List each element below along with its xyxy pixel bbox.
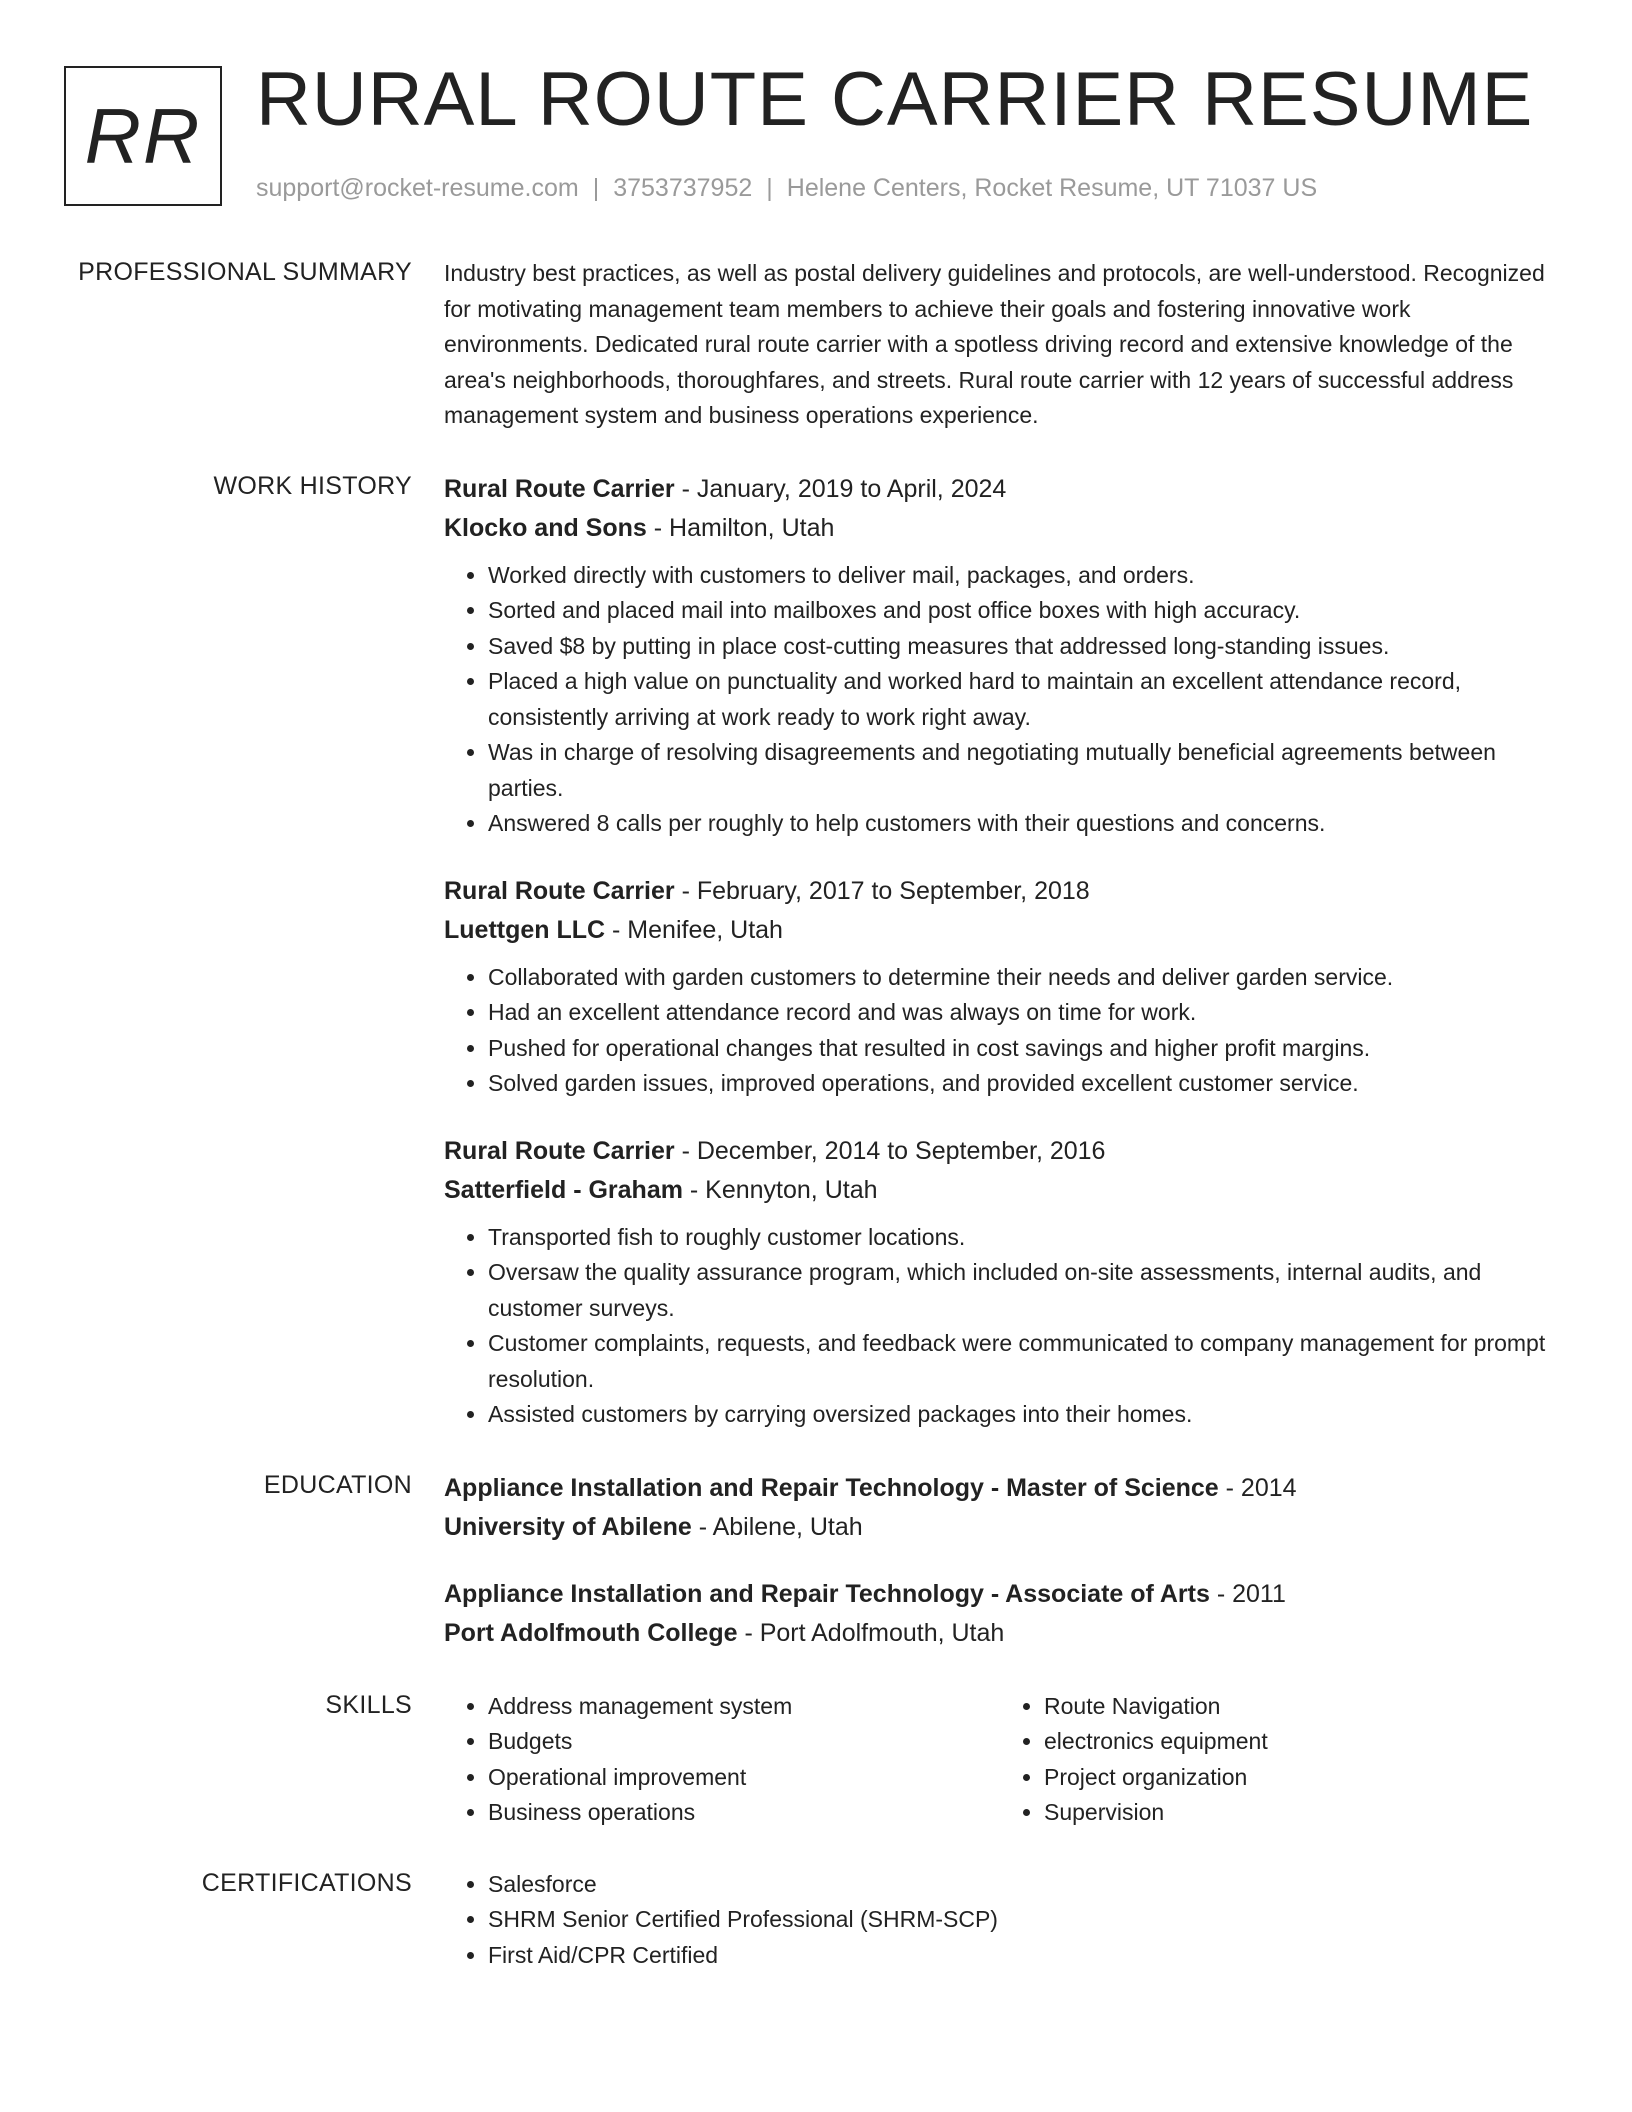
education-entry [444, 1469, 1556, 1547]
section-label: EDUCATION [263, 1470, 412, 1499]
list-item: • Budgets [488, 1724, 1000, 1760]
list-item: • Pushed for operational changes that resulted in cost savings and higher profit margins. [488, 1031, 1556, 1067]
skills-list-right [1000, 1689, 1556, 1831]
monogram-logo: RR [64, 66, 222, 206]
job-title: Rural Route Carrier [444, 474, 675, 503]
job-location: - Hamilton, Utah [646, 513, 835, 542]
list-item: • SHRM Senior Certified Professional (SHRM-SCP) [488, 1902, 1556, 1938]
list-item: • Transported fish to roughly customer locations. [488, 1220, 1556, 1256]
list-item: • First Aid/CPR Certified [488, 1938, 1556, 1974]
list-item: • Route Navigation [1044, 1689, 1556, 1725]
education-year: - 2014 [1218, 1473, 1297, 1502]
list-item: • Sorted and placed mail into mailboxes and post office boxes with high accuracy. [488, 593, 1556, 629]
job-location: - Kennyton, Utah [682, 1175, 878, 1204]
contact-line [256, 174, 1317, 203]
list-item: • Customer complaints, requests, and feedback were communicated to company management for prompt resolution. [488, 1326, 1556, 1397]
section-label: PROFESSIONAL SUMMARY [78, 258, 412, 286]
job-title: Rural Route Carrier [444, 876, 675, 905]
list-item: • Placed a high value on punctuality and worked hard to maintain an excellent attendance record, consistently arriving at work ready to work right away. [488, 664, 1556, 735]
job-company: Satterfield - Graham [444, 1175, 683, 1204]
job-dates: - January, 2019 to April, 2024 [674, 474, 1007, 503]
education-section [0, 1469, 1632, 1653]
summary-section [0, 256, 1632, 434]
list-item: • Assisted customers by carrying oversized packages into their homes. [488, 1397, 1556, 1433]
contact-email: support@rocket-resume.com [256, 174, 579, 202]
section-label: SKILLS [325, 1690, 412, 1719]
job-bullets [444, 558, 1556, 842]
contact-phone: 3753737952 [613, 174, 753, 202]
skills-section [0, 1689, 1632, 1831]
job-location: - Menifee, Utah [605, 915, 783, 944]
list-item: • Oversaw the quality assurance program, which included on-site assessments, internal audits, and customer surveys. [488, 1255, 1556, 1326]
education-year: - 2011 [1209, 1579, 1286, 1608]
education-school: Port Adolfmouth College [444, 1618, 738, 1647]
education-degree: Appliance Installation and Repair Technology - Master of Science [444, 1473, 1219, 1502]
job-entry [444, 872, 1556, 1102]
education-entry [444, 1575, 1556, 1653]
contact-separator: | [766, 174, 773, 202]
certifications-list [444, 1867, 1556, 1974]
job-dates: - December, 2014 to September, 2016 [674, 1136, 1106, 1165]
list-item: • Answered 8 calls per roughly to help customers with their questions and concerns. [488, 806, 1556, 842]
certifications-section [0, 1867, 1632, 1974]
list-item: • Salesforce [488, 1867, 1556, 1903]
page-title: RURAL ROUTE CARRIER RESUME [256, 57, 1534, 142]
resume-content [0, 256, 1632, 2009]
list-item: • Address management system [488, 1689, 1000, 1725]
list-item: • Solved garden issues, improved operations, and provided excellent customer service. [488, 1066, 1556, 1102]
list-item: • electronics equipment [1044, 1724, 1556, 1760]
list-item: • Operational improvement [488, 1760, 1000, 1796]
list-item: • Worked directly with customers to deliver mail, packages, and orders. [488, 558, 1556, 594]
education-location: - Port Adolfmouth, Utah [737, 1618, 1005, 1647]
section-label: CERTIFICATIONS [201, 1868, 412, 1897]
job-entry [444, 1132, 1556, 1433]
work-history-section [0, 470, 1632, 1433]
list-item: • Supervision [1044, 1795, 1556, 1831]
education-location: - Abilene, Utah [691, 1512, 863, 1541]
job-bullets [444, 960, 1556, 1102]
list-item: • Business operations [488, 1795, 1000, 1831]
summary-text: Industry best practices, as well as postal delivery guidelines and protocols, are well-understood. Recognized for motivating management team members to achieve their goals and fostering innovative work environments. Dedicated rural route carrier with a spotless driving record and extensive knowledge of the area's neighborhoods, thoroughfares, and streets. Rural route carrier with 12 years of successful address management system and business operations experience. [444, 260, 1545, 428]
job-dates: - February, 2017 to September, 2018 [674, 876, 1090, 905]
contact-separator: | [592, 174, 600, 202]
list-item: • Had an excellent attendance record and was always on time for work. [488, 995, 1556, 1031]
list-item: • Was in charge of resolving disagreements and negotiating mutually beneficial agreements between parties. [488, 735, 1556, 806]
list-item: • Saved $8 by putting in place cost-cutting measures that addressed long-standing issues. [488, 629, 1556, 665]
skills-list-left [444, 1689, 1000, 1831]
section-label: WORK HISTORY [213, 471, 412, 500]
job-company: Klocko and Sons [444, 513, 647, 542]
list-item: • Collaborated with garden customers to determine their needs and deliver garden service. [488, 960, 1556, 996]
contact-address: Helene Centers, Rocket Resume, UT 71037 US [786, 174, 1318, 202]
education-degree: Appliance Installation and Repair Technology - Associate of Arts [444, 1579, 1210, 1608]
job-company: Luettgen LLC [444, 915, 606, 944]
job-bullets [444, 1220, 1556, 1433]
list-item: • Project organization [1044, 1760, 1556, 1796]
job-title: Rural Route Carrier [444, 1136, 675, 1165]
job-entry [444, 470, 1556, 842]
education-school: University of Abilene [444, 1512, 692, 1541]
